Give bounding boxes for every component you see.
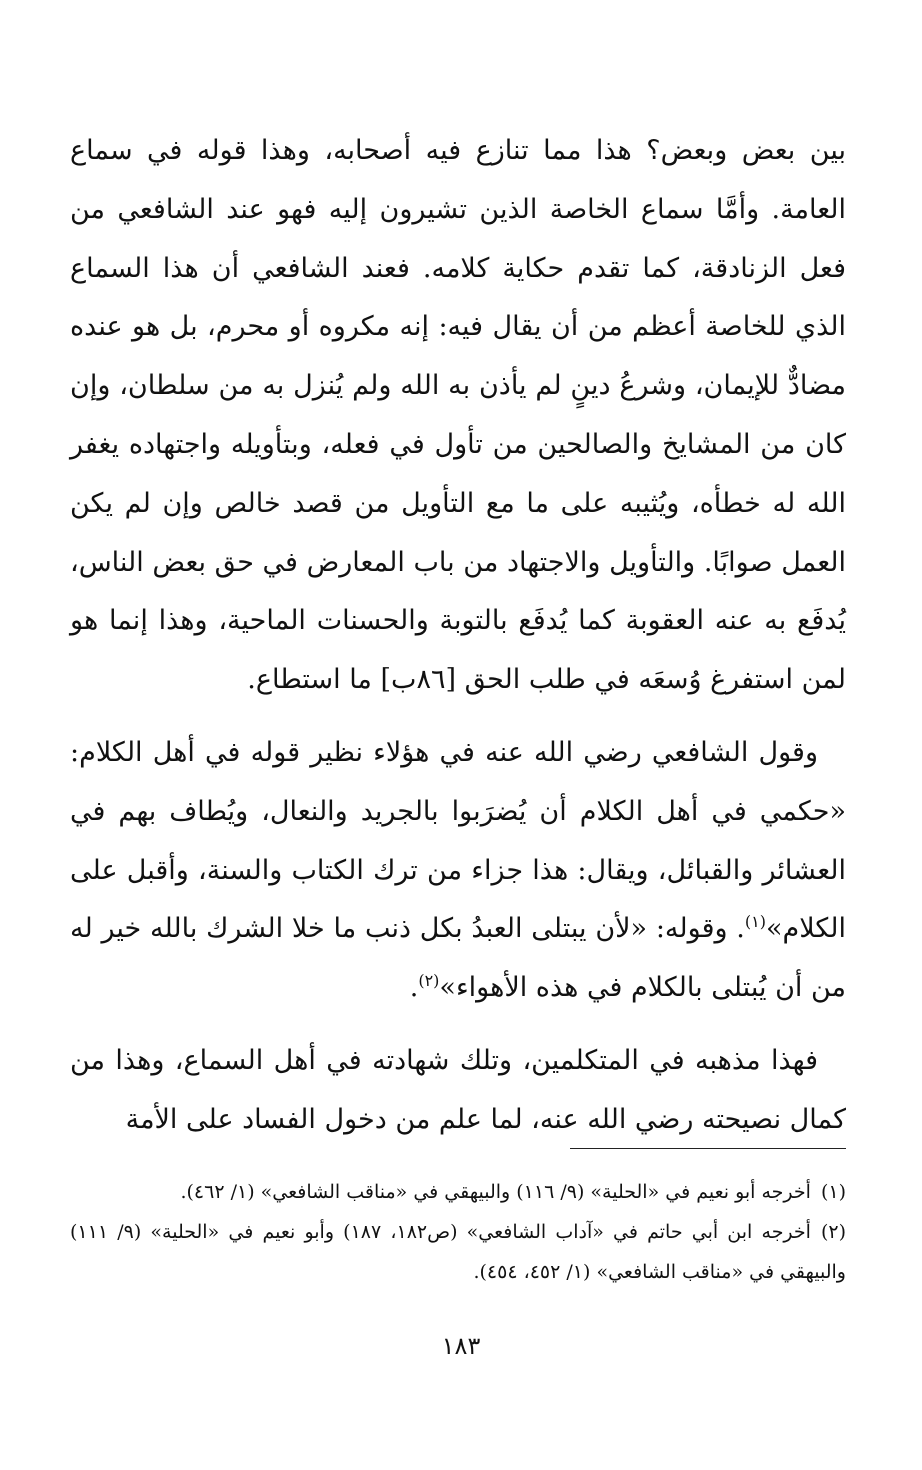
page-number: ١٨٣ — [441, 1332, 481, 1360]
footnote-ref-1[interactable]: (١) — [744, 912, 766, 932]
paragraph-2-text-c: . — [409, 972, 419, 1004]
footnote-2-text: أخرجه ابن أبي حاتم في «آداب الشافعي» (ص١٨٢، ١٨٧) وأبو نعيم في «الحلية» (٩/ ١١١) والبيهقي في «مناقب الشافعي» (١/ ٤٥٢، ٤٥٤). — [70, 1221, 846, 1283]
paragraph-2-text-a: وقول الشافعي رضي الله عنه في هؤلاء نظير قوله في أهل الكلام: «حكمي في أهل الكلام أن يُضرَبوا بالجريد والنعال، ويُطاف بهم في العشائر والقبائل، ويقال: هذا جزاء من ترك الكتاب والسنة، وأقبل على الكلام» — [70, 736, 846, 945]
footnote-2 — [70, 1212, 846, 1292]
paragraph-3-text: فهذا مذهبه في المتكلمين، وتلك شهادته في أهل السماع، وهذا من كمال نصيحته رضي الله عنه، لما علم من دخول الفساد على الأمة — [70, 1044, 846, 1135]
footnote-ref-2[interactable]: (٢) — [418, 971, 440, 991]
footnote-1-number: (١) — [820, 1181, 846, 1203]
footnote-separator — [570, 1148, 846, 1149]
footnote-1 — [70, 1172, 846, 1212]
paragraph-1 — [70, 122, 846, 710]
paragraph-2-text-b: . وقوله: «لأن يبتلى العبدُ بكل ذنب ما خلا الشرك بالله خير له من أن يُبتلى بالكلام في هذه الأهواء» — [70, 913, 846, 1004]
footnote-1-text: أخرجه أبو نعيم في «الحلية» (٩/ ١١٦) والبيهقي في «مناقب الشافعي» (١/ ٤٦٢). — [180, 1181, 811, 1203]
paragraph-1-text: بين بعض وبعض؟ هذا مما تنازع فيه أصحابه، وهذا قوله في سماع العامة. وأمَّا سماع الخاصة الذين تشيرون إليه فهو عند الشافعي من فعل الزنادقة، كما تقدم حكاية كلامه. فعند الشافعي أن هذا السماع الذي للخاصة أعظم من أن يقال فيه: إنه مكروه أو محرم، بل هو عنده مضادٌّ للإيمان، وشرعُ دينٍ لم يأذن به الله ولم يُنزل به من سلطان، وإن كان من المشايخ والصالحين من تأول في فعله، وبتأويله واجتهاده يغفر الله له خطأه، ويُثيبه على ما مع التأويل من قصد خالص وإن لم يكن العمل صوابًا. والتأويل والاجتهاد من باب المعارض في حق بعض الناس، يُدفَع به عنه العقوبة كما يُدفَع بالتوبة والحسنات الماحية، وهذا إنما هو لمن استفرغ وُسعَه في طلب الحق [٨٦ب] ما استطاع. — [70, 135, 847, 696]
footnotes — [70, 1172, 846, 1292]
paragraph-3 — [70, 1032, 846, 1150]
main-text — [70, 122, 846, 1150]
footnote-2-number: (٢) — [820, 1221, 847, 1243]
paragraph-2 — [70, 724, 846, 1018]
